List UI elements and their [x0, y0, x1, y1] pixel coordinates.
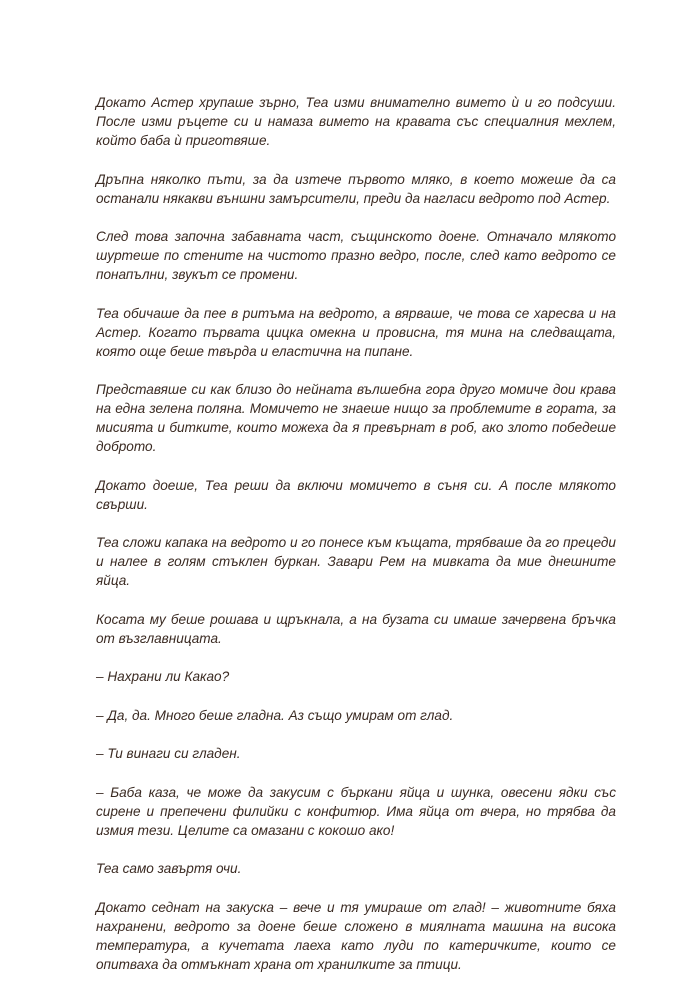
dialogue-line: – Да, да. Много беше гладна. Аз също умирам от глад.	[96, 707, 454, 723]
paragraph: Теа сложи капака на ведрото и го понесе към къщата, трябваше да го прецеди и налее в голям стъклен буркан. Завари Рем на мивката да мие днешните яйца.	[96, 535, 616, 588]
paragraph: Докато седнат на закуска – вече и тя умираше от глад! – животните бяха нахранени, ведрото за доене беше сложено в миялната машина на висока температура, а кучетата лаеха като луди по катеричките, които се опитваха да отмъкнат храна от хранилките за птици.	[96, 899, 616, 972]
dialogue-line: – Баба каза, че може да закусим с бъркани яйца и шунка, овесени ядки със сирене и препечени филийки с конфитюр. Има яйца от вчера, но трябва да измия тези. Целите са омазани с кокошо ако!	[96, 784, 616, 838]
paragraph: Докато Астер хрупаше зърно, Теа изми внимателно вимето ѝ и го подсуши. После изми ръцете си и намаза вимето на кравата със специалния мехлем, който баба ѝ приготвяше.	[96, 95, 616, 148]
paragraph: Докато доеше, Теа реши да включи момичето в съня си. А после млякото свърши.	[96, 477, 616, 512]
paragraph: Дръпна няколко пъти, за да изтече първото мляко, в което можеше да са останали някакви външни замърсители, преди да нагласи ведрото под Астер.	[96, 171, 616, 206]
dialogue-line: – Ти винаги си гладен.	[96, 746, 241, 761]
paragraph: След това започна забавната част, същинското доене. Отначало млякото шуртеше по стените на чистото празно ведро, после, след като ведрото се понапълни, звукът се промени.	[96, 229, 616, 282]
dialogue-line: – Нахрани ли Какао?	[96, 669, 230, 684]
paragraph: Теа обичаше да пее в ритъма на ведрото, а вярваше, че това се харесва и на Астер. Когато първата цицка омекна и провисна, тя мина на следващата, която още беше твърда и еластична на пипане.	[96, 305, 616, 359]
document-body	[96, 93, 616, 993]
paragraph: Косата му беше рошава и щръкнала, а на бузата си имаше зачервена бръчка от възглавницата.	[96, 611, 616, 646]
paragraph: Представяше си как близо до нейната вълшебна гора друго момиче дои крава на една зелена поляна. Момичето не знаеше нищо за проблемите в гората, за мисията и битките, които можеха да я превърнат в роб, ако злото победеше доброто.	[96, 382, 616, 454]
paragraph: Теа само завъртя очи.	[96, 861, 242, 876]
